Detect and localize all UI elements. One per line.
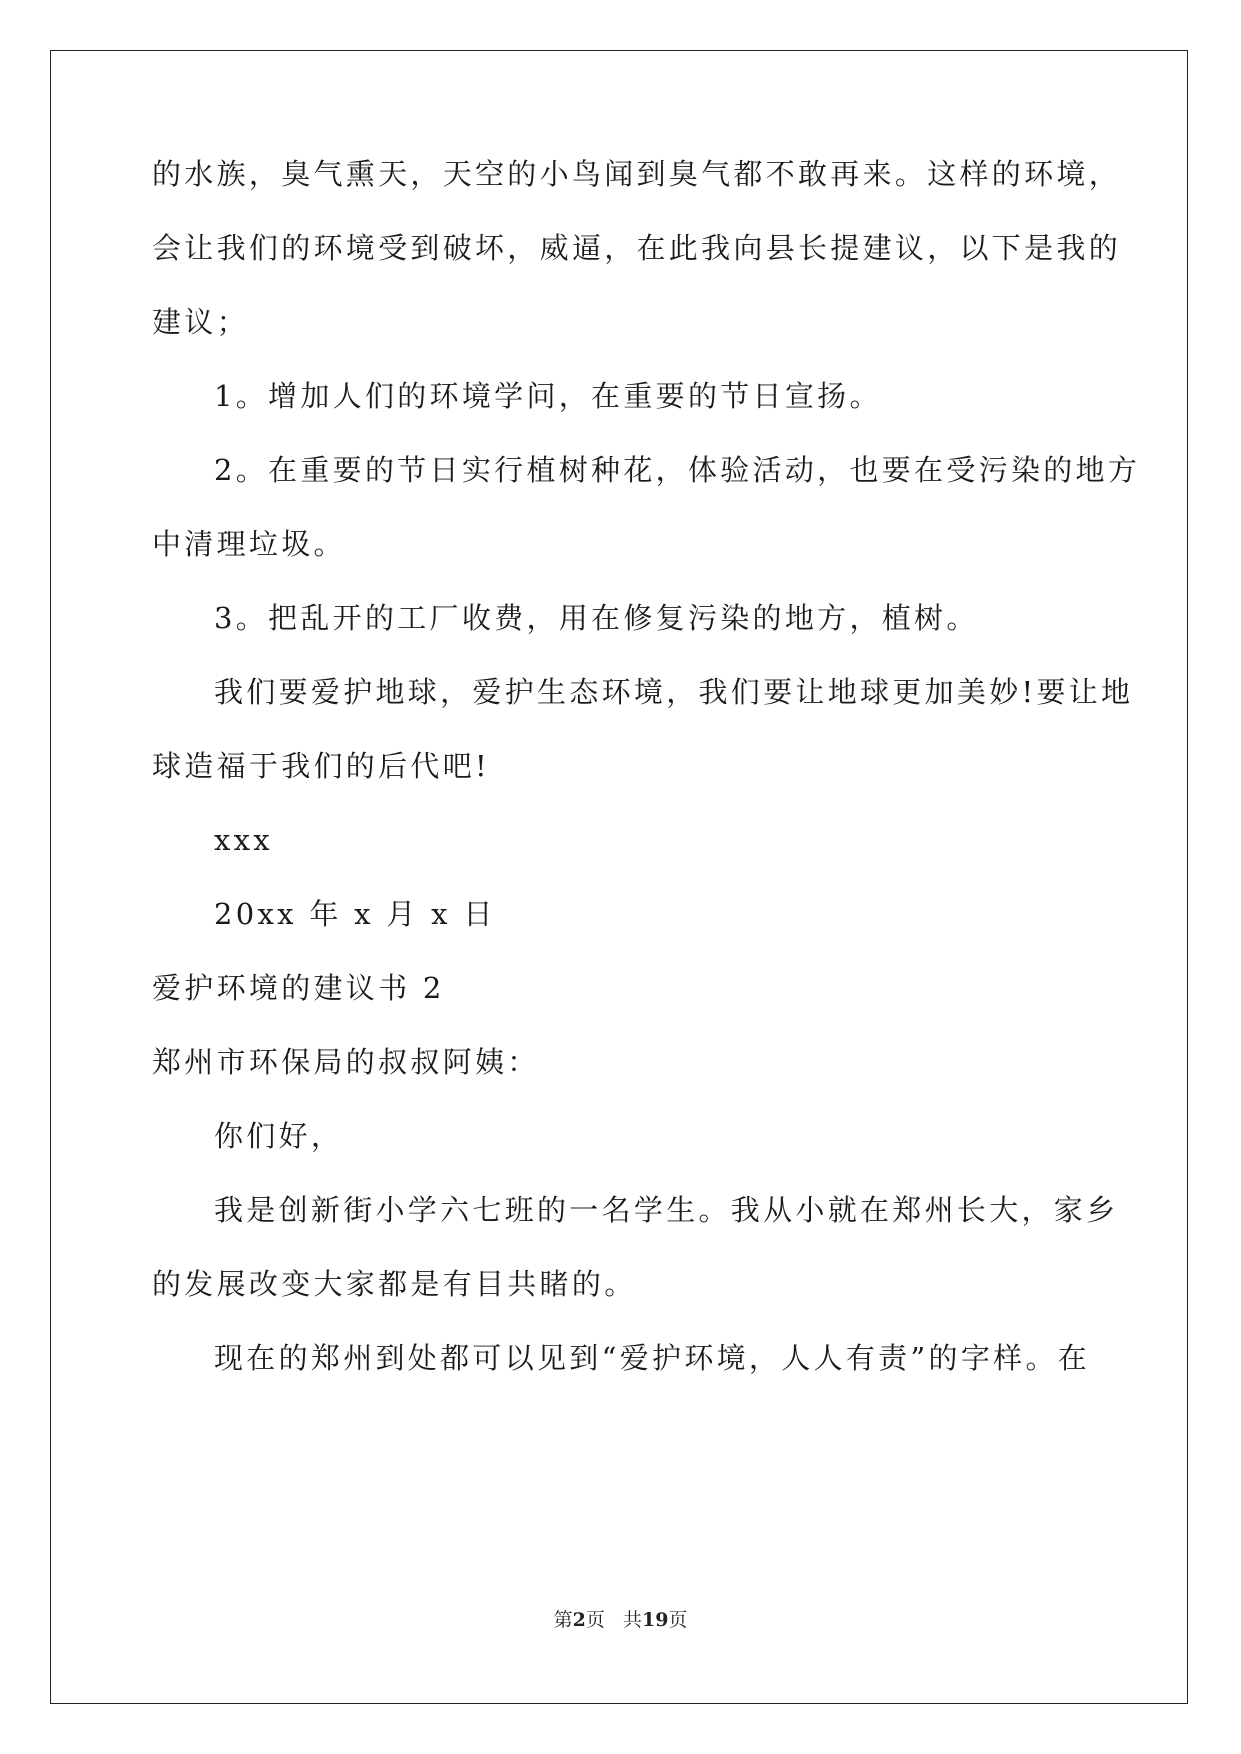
page-total-prefix: 共 — [622, 1609, 642, 1631]
paragraph-line: 会让我们的环境受到破坏，威逼，在此我向县长提建议，以下是我的 — [152, 231, 1122, 265]
signature-name: xxx — [214, 823, 273, 857]
paragraph-line: 我是创新街小学六七班的一名学生。我从小就在郑州长大，家乡 — [214, 1193, 1119, 1227]
salutation: 郑州市环保局的叔叔阿姨： — [152, 1045, 540, 1079]
paragraph-line: 球造福于我们的后代吧! — [152, 749, 490, 783]
paragraph-line: 现在的郑州到处都可以见到“爱护环境，人人有责”的字样。在 — [214, 1341, 1091, 1375]
page-total-suffix: 页 — [668, 1609, 688, 1631]
page-number-total: 19 — [641, 1609, 669, 1631]
page-number-current: 2 — [572, 1609, 586, 1631]
paragraph-line: 我们要爱护地球，爱护生态环境，我们要让地球更加美妙!要让地 — [214, 675, 1134, 709]
paragraph-line: 建议； — [152, 305, 249, 339]
paragraph-line: 的发展改变大家都是有目共睹的。 — [152, 1267, 637, 1301]
paragraph-line: 中清理垃圾。 — [152, 527, 346, 561]
greeting: 你们好， — [214, 1119, 344, 1153]
page-number-suffix: 页 — [585, 1609, 605, 1631]
signature-date: 20xx 年 x 月 x 日 — [214, 897, 496, 931]
page-border — [50, 50, 1188, 1704]
list-item-2: 2。在重要的节日实行植树种花，体验活动，也要在受污染的地方 — [214, 453, 1141, 487]
paragraph-line: 的水族，臭气熏天，天空的小鸟闻到臭气都不敢再来。这样的环境， — [152, 157, 1122, 191]
list-item-1: 1。增加人们的环境学问，在重要的节日宣扬。 — [214, 379, 882, 413]
list-item-3: 3。把乱开的工厂收费，用在修复污染的地方，植树。 — [214, 601, 979, 635]
section-title: 爱护环境的建议书 2 — [152, 971, 445, 1005]
page-number-prefix: 第 — [553, 1609, 573, 1631]
page-footer — [0, 1608, 1241, 1632]
